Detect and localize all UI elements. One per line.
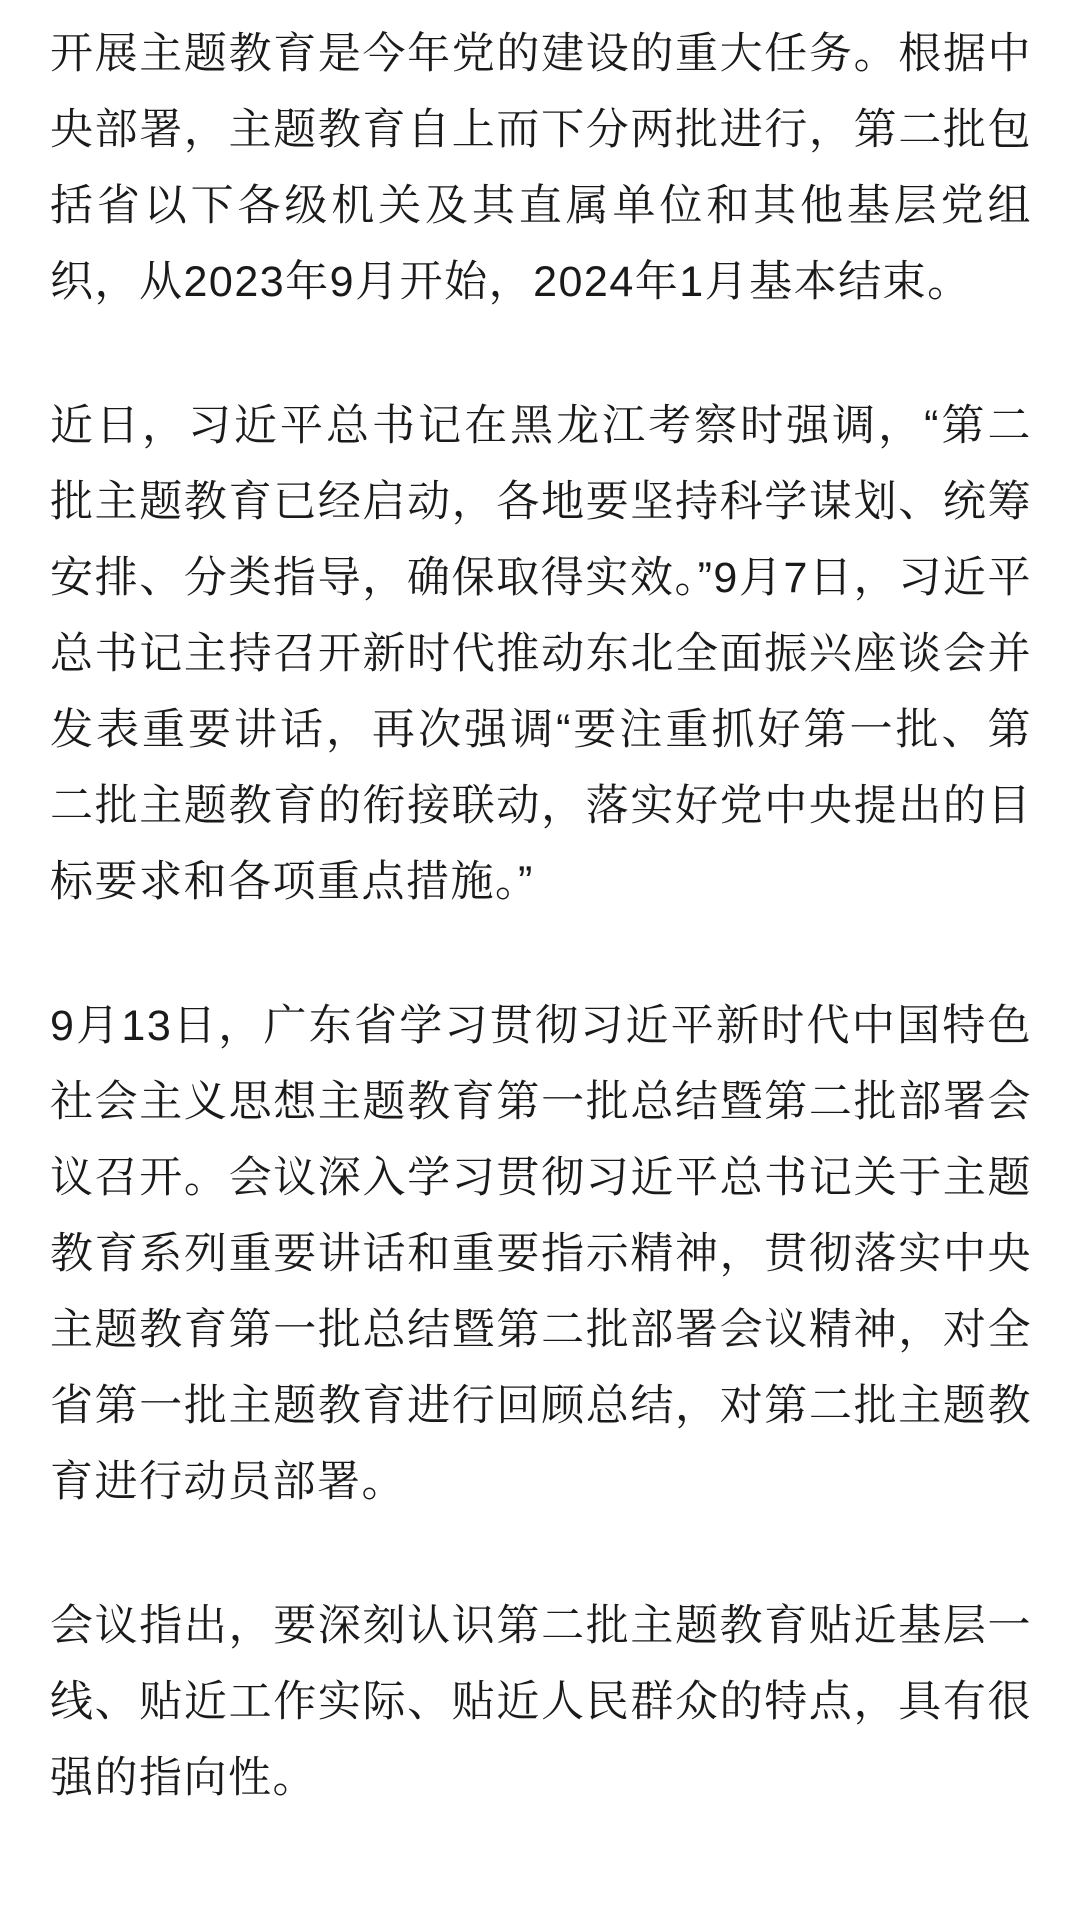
article-paragraph: 近日，习近平总书记在黑龙江考察时强调，“第二批主题教育已经启动，各地要坚持科学谋划、统筹安排、分类指导，确保取得实效。”9月7日，习近平总书记主持召开新时代推动东北全面振兴座谈会并发表重要讲话，再次强调“要注重抓好第一批、第二批主题教育的衔接联动，落实好党中央提出的目标要求和各项重点措施。” (50, 402, 1032, 906)
article-paragraph: 开展主题教育是今年党的建设的重大任务。根据中央部署，主题教育自上而下分两批进行，第二批包括省以下各级机关及其直属单位和其他基层党组织，从2023年9月开始，2024年1月基本结束。 (50, 30, 1032, 306)
article-paragraph: 会议指出，要深刻认识第二批主题教育贴近基层一线、贴近工作实际、贴近人民群众的特点，具有很强的指向性。 (50, 1602, 1032, 1802)
article-paragraph: 9月13日，广东省学习贯彻习近平新时代中国特色社会主义思想主题教育第一批总结暨第二批部署会议召开。会议深入学习贯彻习近平总书记关于主题教育系列重要讲话和重要指示精神，贯彻落实中央主题教育第一批总结暨第二批部署会议精神，对全省第一批主题教育进行回顾总结，对第二批主题教育进行动员部署。 (50, 1002, 1032, 1506)
